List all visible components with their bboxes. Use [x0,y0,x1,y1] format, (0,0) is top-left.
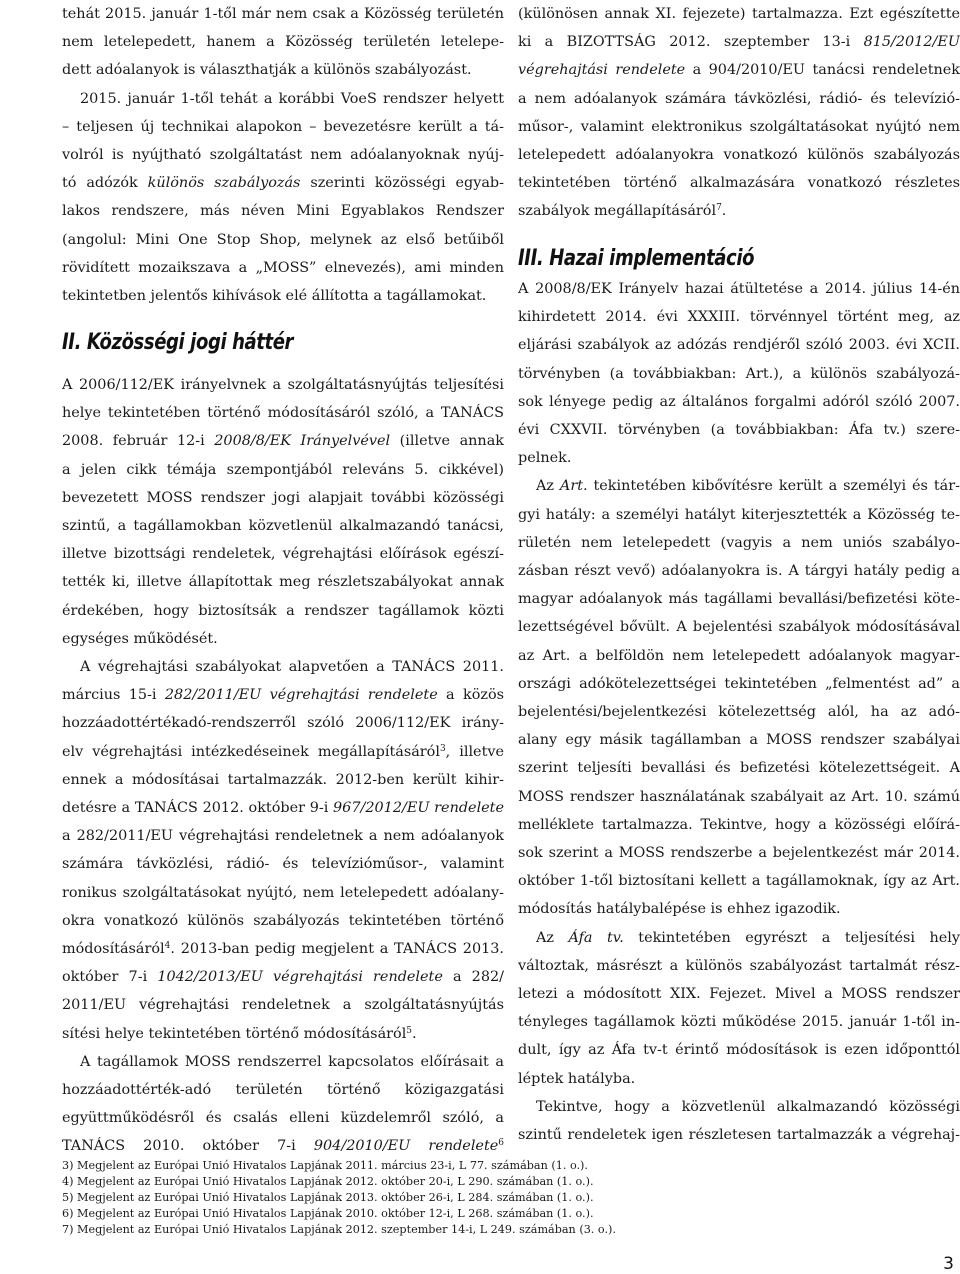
text-line: évi CXXVII. törvényben (a továbbiakban: Áfa tv.) szere- [518,422,960,438]
text-line: módosításáról$^4$. 2013-ban pedig megjelent a TANÁCS 2013. [62,941,504,957]
section-title-kozossegi-jogi-hatter: II. Közösségi jogi háttér [62,330,294,355]
text-line: detésre a TANÁCS 2012. október 9-i 967/2012/EU rendelete [62,800,504,816]
text-line: az Art. a belföldön nem letelepedett adóalanyok magyar- [518,647,960,664]
text-line: dett adóalanyok is választhatják a különös szabályozást. [62,62,472,79]
text-line: 2008. február 12-i 2008/8/EK Irányelvével (illetve annak [62,433,504,450]
text-line: bejelentési/bejelentkezési kötelezettség alól, ha az adó- [518,704,960,720]
text-line: (angolul: Mini One Stop Shop, melynek az első betűiből [62,231,504,248]
text-line: hozzáadottérték-adó területén történő közigazgatási [62,1082,504,1098]
text-line: pelnek. [518,450,572,467]
text-line: 2011/EU végrehajtási rendeletnek a szolgáltatásnyújtás [62,997,504,1014]
text-line: számára távközlési, rádió- és televízióműsor-, valamint [62,856,504,873]
text-line: rületén nem letelepedett (vagyis a nem uniós szabályo- [518,534,960,551]
text-line: egységes működését. [62,630,218,647]
text-line: elv végrehajtási intézkedéseinek megállapításáról$^3$, illetve [62,743,504,760]
text-line: A 2008/8/EK Irányelv hazai átültetése a 2014. július 14-én [518,281,960,297]
section-title-hazai-implementacio: III. Hazai implementáció [518,246,755,271]
text-line: A végrehajtási szabályokat alapvetően a TANÁCS 2011. [80,659,504,675]
text-line: végrehajtási rendelete a 904/2010/EU tanácsi rendeletnek [518,62,960,79]
text-line: A 2006/112/EK irányelvnek a szolgáltatásnyújtás teljesítési [62,377,504,393]
text-line: érdekében, hogy biztosítsák a rendszer tagállamok közti [62,602,504,619]
text-line: letezi a módosított XIX. Fejezet. Mivel a MOSS rendszer [518,986,960,1002]
text-line: alany egy másik tagállamban a MOSS rendszer szabályai [518,732,960,749]
text-line: március 15-i 282/2011/EU végrehajtási rendelete a közös [62,687,504,704]
text-line: Az Art. tekintetében kibővítésre került a személyi és tár- [536,478,960,495]
text-line: sok lényege pedig az általános forgalmi adóról szóló 2007. [518,393,960,410]
text-line: TANÁCS 2010. október 7-i 904/2010/EU rendelete$^6$ [62,1138,504,1155]
text-line: október 1-től biztosítani kellett a tagállamoknak, így az Art. [518,873,960,890]
text-line: rövidített mozaikszava a „MOSS” elnevezés), ami minden [62,259,504,276]
text-line: sok szerint a MOSS rendszerbe a bejelentkezést már 2014. [518,845,960,861]
text-line: tényleges tagállamok közti működése 2015. január 1-től in- [518,1014,960,1031]
text-line: műsor-, valamint elektronikus szolgáltatásokat nyújtó nem [518,118,960,135]
text-line: lakos rendszere, más néven Mini Egyablakos Rendszer [62,203,504,220]
text-line: nem letelepedett, hanem a Közösség területén letelepe- [62,34,504,51]
text-line: szintű, a tagállamokban közvetlenül alkalmazandó tanácsi, [62,518,504,534]
text-line: okra vonatkozó különös szabályozás tekintetében történő [62,912,504,929]
text-line: törvényben (a továbbiakban: Art.), a különös szabályozá- [518,365,960,382]
text-line: dult, így az Áfa tv-t érintő módosítások is ezen időponttól [518,1042,960,1059]
text-line: sítési helye tekintetében történő módosításáról$^5$. [62,1025,417,1042]
text-line: (különösen annak XI. fejezete) tartalmazza. Ezt egészítette [518,6,960,22]
text-line: ennek a módosításai tartalmazzák. 2012-ben került kihir- [62,771,504,788]
text-line: országi adókötelezettségei tekintetében „felmentést ad” a [518,675,960,692]
footnotes [62,1158,942,1238]
footnote: 5) Megjelent az Európai Unió Hivatalos Lapjának 2013. október 26-i, L 284. számában (1. o.). [62,1191,594,1204]
text-line: változtak, másrészt a különös szabályozást tartalmát rész- [518,957,960,974]
footnote: 6) Megjelent az Európai Unió Hivatalos Lapjának 2010. október 12-i, L 268. számában (1. o.). [62,1207,594,1220]
text-line: 2015. január 1-től tehát a korábbi VoeS rendszer helyett [80,90,504,107]
text-line: A tagállamok MOSS rendszerrel kapcsolatos előírásait a [80,1053,504,1070]
text-line: a 282/2011/EU végrehajtási rendeletnek a nem adóalanyok [62,828,504,845]
text-line: helye tekintetében történő módosításáról szóló, a TANÁCS [62,405,504,422]
text-line: szintű rendeletek igen részletesen tartalmazzák a végrehaj- [518,1127,960,1143]
text-line: Az Áfa tv. tekintetében egyrészt a teljesítési hely [536,929,960,946]
text-line: zásban részt vevő) adóalanyokra is. A tárgyi hatály pedig a [518,563,960,579]
text-line: hozzáadottértékadó-rendszerről szóló 2006/112/EK irány- [62,715,504,732]
text-line: volról is nyújtható szolgáltatást nem adóalanyoknak nyúj- [62,147,504,163]
text-line: eljárási szabályok az adózás rendjéről szóló 2003. évi XCII. [518,337,960,354]
text-line: letelepedett adóalanyokra vonatkozó különös szabályozás [518,147,960,163]
text-line: a jelen cikk témája szempontjából releváns 5. cikkével) [62,461,504,478]
text-line: együttműködésről és csalás elleni küzdelemről szóló, a [62,1110,504,1127]
text-line: MOSS rendszer használatának szabályait az Art. 10. számú [518,788,960,805]
text-line: tekintetében történő alkalmazására vonatkozó részletes [518,175,960,192]
text-line: illetve bizottsági rendeletek, végrehajtási előírások egészí- [62,546,504,563]
text-line: lezettségével bővült. A bejelentési szabályok módosításával [518,619,960,636]
text-line: bevezetett MOSS rendszer jogi alapjait további közösségi [62,489,504,506]
text-line: kihirdetett 2014. évi XXXIII. törvénnyel történt meg, az [518,309,960,326]
text-line: tehát 2015. január 1-től már nem csak a Közösség területén [62,6,504,22]
text-line: ronikus szolgáltatásokat nyújtó, nem letelepedett adóalany- [62,884,504,901]
text-line: léptek hatályba. [518,1070,636,1087]
text-line: október 7-i 1042/2013/EU végrehajtási rendelete a 282/ [62,969,504,986]
text-line: Tekintve, hogy a közvetlenül alkalmazandó közösségi [536,1098,960,1115]
text-line: módosítás hatálybalépése is ehhez igazodik. [518,901,841,918]
footnote: 7) Megjelent az Európai Unió Hivatalos Lapjának 2012. szeptember 14-i, L 249. számában (3. o.). [62,1223,616,1236]
text-line: – teljesen új technikai alapokon – bevezetésre került a tá- [62,118,504,135]
text-line: tekintetben jelentős kihívások elé állította a tagállamokat. [62,288,487,304]
text-line: ki a BIZOTTSÁG 2012. szeptember 13-i 815/2012/EU [518,34,960,51]
text-line: tették ki, illetve állapítottak meg részletszabályokat annak [62,574,504,591]
text-line: tó adózók különös szabályozás szerinti közösségi egyab- [62,175,504,192]
text-line: szabályok megállapításáról$^7$. [518,203,727,220]
text-line: szerint teljesíti bevallási és befizetési kötelezettségeit. A [518,760,960,777]
text-line: a nem adóalanyok számára távközlési, rádió- és televízió- [518,90,960,107]
text-line: gyi hatály: a személyi hatályt kiterjesztették a Közösség te- [518,506,960,523]
page-number: 3 [943,1254,954,1274]
footnote: 3) Megjelent az Európai Unió Hivatalos Lapjának 2011. március 23-i, L 77. számában (1. o.). [62,1159,588,1172]
text-line: magyar adóalanyok más tagállami bevallási/befizetési köte- [518,591,960,608]
text-line: melléklete tartalmazza. Tekintve, hogy a közösségi előírá- [518,816,960,833]
footnote: 4) Megjelent az Európai Unió Hivatalos Lapjának 2012. október 20-i, L 290. számában (1. o.). [62,1175,594,1188]
